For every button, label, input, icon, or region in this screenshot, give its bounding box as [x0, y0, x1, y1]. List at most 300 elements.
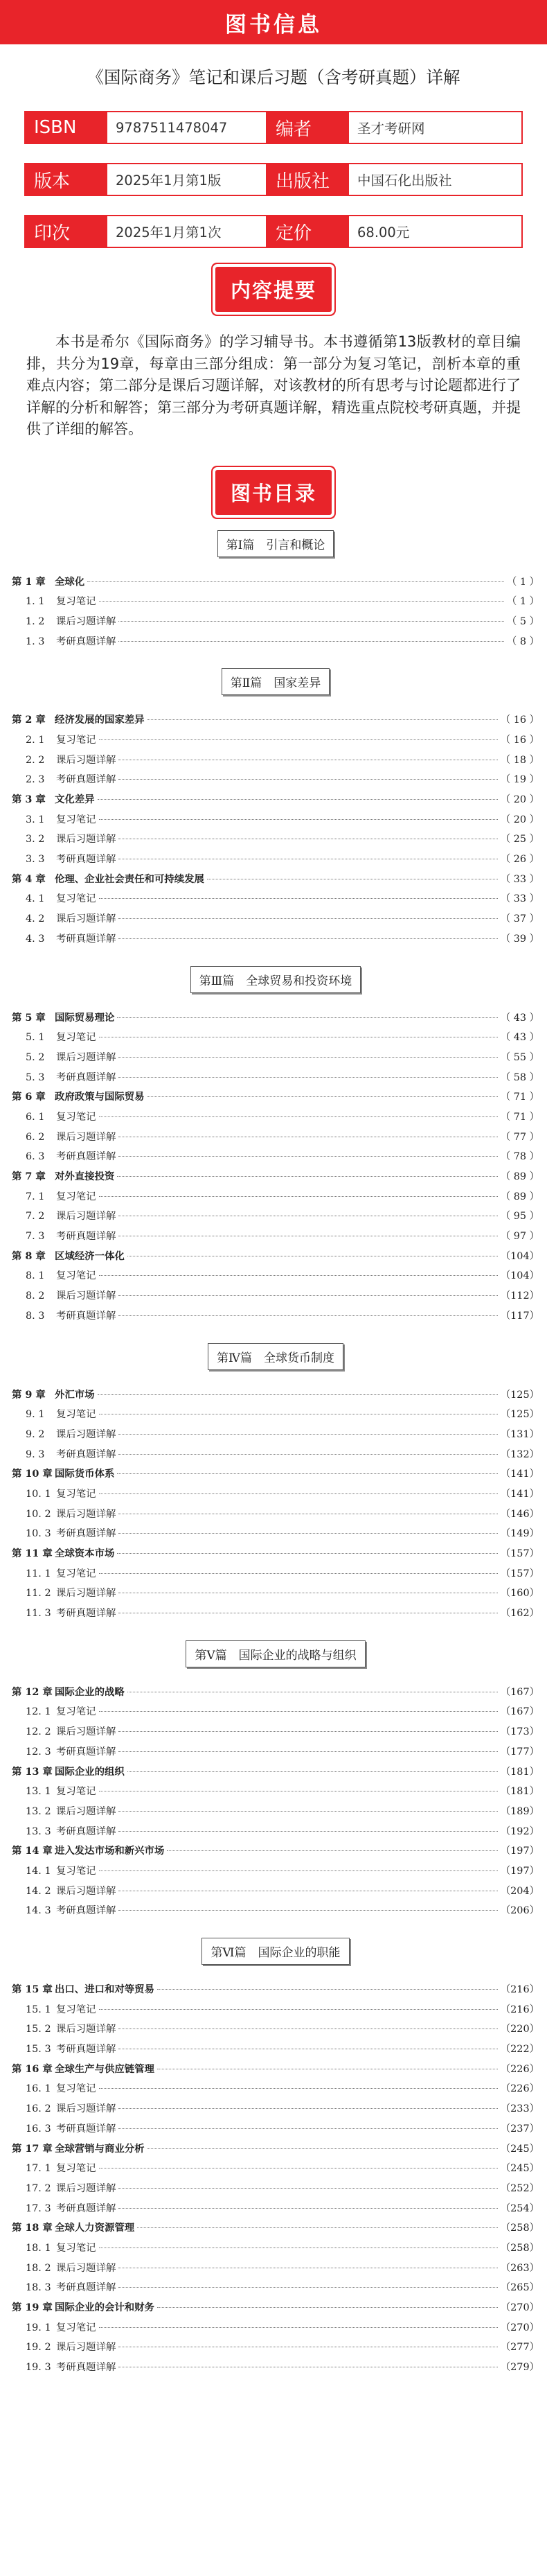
toc-section-entry[interactable]: [12, 2200, 539, 2220]
info-value: 2025年1月第1版: [107, 164, 267, 195]
toc-page: （270）: [500, 2322, 539, 2333]
toc-section-entry[interactable]: [12, 2320, 539, 2340]
toc-page: （216）: [500, 2004, 539, 2015]
toc-leader-dots: [99, 1711, 498, 1712]
toc-title: 文化差异: [55, 794, 95, 805]
info-row: [24, 163, 523, 196]
toc-section-entry[interactable]: [12, 2041, 539, 2061]
toc-leader-dots: [118, 1156, 497, 1157]
toc-title: 全球人力资源管理: [55, 2222, 135, 2234]
toc-section-entry[interactable]: [12, 891, 539, 911]
toc-page: （112）: [500, 1290, 539, 1302]
toc-leader-dots: [118, 918, 497, 919]
toc-number: 17. 2: [26, 2182, 51, 2194]
toc-section-entry[interactable]: [12, 1288, 539, 1308]
toc-leader-dots: [99, 898, 498, 899]
toc-heading: [0, 470, 547, 515]
toc-section-entry[interactable]: [12, 1049, 539, 1069]
toc-number: 1. 2: [26, 615, 45, 627]
toc-section-entry[interactable]: [12, 851, 539, 871]
toc-title: 考研真题详解: [56, 1746, 116, 1758]
toc-number: 第 18 章: [12, 2222, 53, 2234]
toc-chapter-entry[interactable]: [12, 574, 539, 594]
summary-heading-label: 内容提要: [215, 267, 332, 312]
toc-leader-dots: [118, 1731, 497, 1732]
toc-part-heading: [12, 1640, 539, 1667]
toc-page: （ 1 ）: [506, 596, 539, 608]
toc-number: 15. 3: [26, 2044, 51, 2056]
toc-section-entry[interactable]: [12, 2080, 539, 2101]
toc-number: 5. 1: [26, 1032, 45, 1044]
toc-title: 对外直接投资: [55, 1171, 115, 1182]
toc-title: 复习笔记: [56, 1032, 96, 1044]
toc-page: （192）: [500, 1825, 539, 1837]
info-value: 中国石化出版社: [357, 173, 452, 189]
toc-number: 19. 2: [26, 2342, 51, 2354]
toc-chapter-entry[interactable]: [12, 1089, 539, 1109]
toc-leader-dots: [118, 1533, 497, 1534]
toc-page: （265）: [500, 2282, 539, 2294]
toc-page: （197）: [500, 1846, 539, 1857]
toc-title: 复习笔记: [56, 2163, 96, 2175]
toc-section-entry[interactable]: [12, 1823, 539, 1843]
toc-leader-dots: [118, 2208, 497, 2209]
toc-title: 国际企业的会计和财务: [55, 2302, 154, 2313]
toc-number: 第 12 章: [12, 1685, 53, 1698]
toc-number: 17. 1: [26, 2163, 51, 2175]
toc-part-title: 第Ⅳ篇 全球货币制度: [208, 1343, 343, 1370]
info-label: ISBN: [26, 112, 107, 143]
toc-section-entry[interactable]: [12, 1605, 539, 1625]
toc-title: 考研真题详解: [56, 2044, 116, 2056]
toc-title: 全球生产与供应链管理: [55, 2062, 154, 2075]
toc-title: 考研真题详解: [56, 2282, 116, 2294]
toc-leader-dots: [118, 621, 504, 622]
toc-section-entry[interactable]: [12, 2160, 539, 2180]
toc-title: 外汇市场: [55, 1388, 95, 1401]
toc-section-entry[interactable]: [12, 1228, 539, 1248]
toc-title: 课后习题详解: [56, 754, 116, 766]
toc-title: 复习笔记: [56, 1488, 96, 1500]
toc-leader-dots: [99, 1573, 498, 1574]
toc-leader-dots: [157, 1989, 498, 1990]
toc-chapter-entry[interactable]: [12, 2141, 539, 2161]
toc-section-entry[interactable]: [12, 1566, 539, 1586]
toc-page: （ 39 ）: [500, 933, 539, 945]
toc-title: 考研真题详解: [56, 1151, 116, 1163]
toc-section-entry[interactable]: [12, 2339, 539, 2359]
toc-page: （254）: [500, 2202, 539, 2214]
toc-number: 6. 2: [26, 1131, 45, 1143]
toc-section-entry[interactable]: [12, 1585, 539, 1605]
toc-leader-dots: [118, 1454, 497, 1455]
toc-number: 第 6 章: [12, 1091, 46, 1103]
toc-number: 9. 3: [26, 1448, 45, 1460]
toc-number: 第 2 章: [12, 714, 46, 726]
toc-section-entry[interactable]: [12, 2021, 539, 2041]
toc-page: （216）: [500, 1984, 539, 1995]
toc-section-entry[interactable]: [12, 1129, 539, 1149]
toc-number: 19. 1: [26, 2322, 51, 2333]
toc-title: 课后习题详解: [56, 1508, 116, 1520]
toc-title: 区域经济一体化: [55, 1250, 125, 1262]
toc-title: 课后习题详解: [56, 913, 116, 925]
toc-number: 10. 3: [26, 1528, 51, 1540]
toc-section-entry[interactable]: [12, 1863, 539, 1883]
toc-page: （104）: [500, 1250, 539, 1262]
toc-page: （252）: [500, 2182, 539, 2194]
toc-leader-dots: [147, 719, 498, 720]
toc-number: 13. 2: [26, 1805, 51, 1817]
toc-number: 7. 1: [26, 1191, 45, 1202]
toc-title: 课后习题详解: [56, 1211, 116, 1223]
toc-section-entry[interactable]: [12, 2240, 539, 2260]
toc-page: （149）: [500, 1528, 539, 1540]
toc-number: 15. 1: [26, 2004, 51, 2015]
summary-text: 本书是希尔《国际商务》的学习辅导书。本书遵循第13版教材的章目编排，共分为19章，每章由三部分组成：第一部分为复习笔记，剖析本章的重难点内容；第二部分是课后习题详解，对该教材的所有思考与讨论题都进行了详解的分析和解答；第三部分为考研真题详解，精选重点院校考研真题，并提供了详细的解答。: [26, 333, 521, 437]
toc-leader-dots: [98, 799, 498, 800]
toc-leader-dots: [118, 1057, 497, 1058]
toc-chapter-entry[interactable]: [12, 1684, 539, 1704]
toc-number: 11. 3: [26, 1608, 51, 1620]
toc-page: （162）: [500, 1608, 539, 1620]
toc-page: （ 33 ）: [500, 873, 539, 885]
toc-part-heading: [12, 668, 539, 695]
toc-title: 国际货币体系: [55, 1468, 115, 1480]
toc-section-entry[interactable]: [12, 1446, 539, 1466]
toc-section-entry[interactable]: [12, 1268, 539, 1288]
toc-chapter-entry[interactable]: [12, 791, 539, 812]
toc-page: （ 16 ）: [500, 734, 539, 746]
toc-page: （ 20 ）: [500, 814, 539, 825]
toc-section-entry[interactable]: [12, 771, 539, 791]
toc-leader-dots: [127, 1771, 498, 1772]
toc-section-entry[interactable]: [12, 1703, 539, 1724]
toc-title: 国际贸易理论: [55, 1011, 115, 1024]
toc-leader-dots: [118, 1910, 497, 1911]
toc-title: 考研真题详解: [56, 1231, 116, 1243]
toc-section-entry[interactable]: [12, 1208, 539, 1228]
toc-chapter-entry[interactable]: [12, 2061, 539, 2081]
toc-title: 复习笔记: [56, 1568, 96, 1579]
toc-title: 复习笔记: [56, 1270, 96, 1282]
toc-page: （160）: [500, 1588, 539, 1600]
toc-part-heading: [12, 530, 539, 557]
toc-leader-dots: [118, 2188, 497, 2189]
toc-title: 考研真题详解: [56, 636, 116, 647]
toc-section-entry[interactable]: [12, 1109, 539, 1129]
toc-section-entry[interactable]: [12, 1189, 539, 1209]
toc-section-entry[interactable]: [12, 2001, 539, 2022]
toc-section-entry[interactable]: [12, 732, 539, 752]
toc-page: （237）: [500, 2123, 539, 2135]
toc-number: 12. 2: [26, 1726, 51, 1738]
toc-part-heading: [12, 1938, 539, 1965]
toc-leader-dots: [98, 1394, 498, 1395]
toc-section-entry[interactable]: [12, 2180, 539, 2200]
toc-part-title: 第Ⅲ篇 全球贸易和投资环境: [190, 966, 361, 993]
info-value: 68.00元: [357, 225, 410, 240]
toc-page: （ 25 ）: [500, 834, 539, 845]
toc-number: 15. 2: [26, 2024, 51, 2035]
info-label: 版本: [26, 164, 107, 195]
toc-number: 18. 3: [26, 2282, 51, 2294]
toc-chapter-entry[interactable]: [12, 1981, 539, 2001]
toc-chapter-entry[interactable]: [12, 1764, 539, 1784]
toc-title: 课后习题详解: [56, 1805, 116, 1817]
toc-leader-dots: [99, 739, 498, 740]
toc-number: 第 3 章: [12, 794, 46, 805]
toc-part-heading: [12, 966, 539, 993]
toc-leader-dots: [118, 1077, 497, 1078]
toc-number: 3. 3: [26, 854, 45, 866]
toc-title: 课后习题详解: [56, 1726, 116, 1738]
toc-page: （206）: [500, 1905, 539, 1917]
toc-title: 考研真题详解: [56, 1310, 116, 1322]
info-row: [24, 111, 523, 144]
info-row: [24, 215, 523, 248]
toc-number: 7. 2: [26, 1211, 45, 1223]
toc-part-title: 第Ⅱ篇 国家差异: [222, 668, 330, 695]
toc-leader-dots: [117, 1473, 497, 1474]
toc-title: 政府政策与国际贸易: [55, 1091, 145, 1103]
info-label: 定价: [267, 216, 349, 247]
toc-page: （ 20 ）: [500, 794, 539, 805]
toc-page: （177）: [500, 1746, 539, 1758]
toc-title: 考研真题详解: [56, 1528, 116, 1540]
toc-section-entry[interactable]: [12, 1426, 539, 1446]
toc-number: 19. 3: [26, 2362, 51, 2374]
toc-number: 18. 2: [26, 2262, 51, 2274]
toc-section-entry[interactable]: [12, 593, 539, 613]
toc-page: （189）: [500, 1805, 539, 1817]
toc-leader-dots: [157, 2307, 498, 2308]
toc-leader-dots: [117, 1017, 497, 1018]
toc-page: （173）: [500, 1726, 539, 1738]
toc-chapter-entry[interactable]: [12, 1843, 539, 1863]
toc-title: 考研真题详解: [56, 1071, 116, 1083]
toc-number: 第 16 章: [12, 2062, 53, 2075]
toc-title: 考研真题详解: [56, 2362, 116, 2374]
toc-page: （131）: [500, 1428, 539, 1440]
toc-number: 第 8 章: [12, 1250, 46, 1262]
toc-page: （226）: [500, 2063, 539, 2075]
toc-page: （ 71 ）: [500, 1092, 539, 1103]
toc-section-entry[interactable]: [12, 1486, 539, 1506]
toc-chapter-entry[interactable]: [12, 1466, 539, 1486]
toc-leader-dots: [117, 1553, 497, 1554]
toc-section-entry[interactable]: [12, 2101, 539, 2121]
toc-leader-dots: [99, 1196, 498, 1197]
toc-page: （ 71 ）: [500, 1111, 539, 1123]
toc-title: 课后习题详解: [56, 2024, 116, 2035]
toc-page: （157）: [500, 1548, 539, 1559]
toc-number: 4. 1: [26, 893, 45, 905]
toc-number: 13. 1: [26, 1786, 51, 1798]
toc-page: （204）: [500, 1885, 539, 1897]
toc-number: 9. 2: [26, 1428, 45, 1440]
toc-number: 6. 1: [26, 1111, 45, 1123]
toc-leader-dots: [118, 2108, 497, 2109]
toc-leader-dots: [118, 1811, 497, 1812]
toc-section-entry[interactable]: [12, 613, 539, 633]
toc-title: 课后习题详解: [56, 1588, 116, 1600]
toc-number: 5. 3: [26, 1071, 45, 1083]
toc-section-entry[interactable]: [12, 1029, 539, 1049]
toc-title: 全球营销与商业分析: [55, 2142, 145, 2155]
toc-title: 考研真题详解: [56, 1905, 116, 1917]
toc-title: 课后习题详解: [56, 1885, 116, 1897]
toc-section-entry[interactable]: [12, 2279, 539, 2299]
toc-page: （ 95 ）: [500, 1211, 539, 1223]
toc-title: 课后习题详解: [56, 2262, 116, 2274]
toc-section-entry[interactable]: [12, 2359, 539, 2379]
toc-title: 复习笔记: [56, 1111, 96, 1123]
toc-page: （ 97 ）: [500, 1231, 539, 1243]
toc-page: （226）: [500, 2083, 539, 2095]
toc-number: 4. 2: [26, 913, 45, 925]
toc-section-entry[interactable]: [12, 1783, 539, 1803]
toc-number: 第 5 章: [12, 1011, 46, 1024]
toc-title: 伦理、企业社会责任和可持续发展: [55, 873, 204, 885]
toc-section-entry[interactable]: [12, 812, 539, 832]
info-value: 2025年1月第1次: [107, 216, 267, 247]
toc-section-entry[interactable]: [12, 1308, 539, 1328]
toc-leader-dots: [99, 2088, 498, 2089]
toc-title: 复习笔记: [56, 1191, 96, 1202]
toc-section-entry[interactable]: [12, 1883, 539, 1903]
toc-page: （141）: [500, 1488, 539, 1500]
toc-title: 考研真题详解: [56, 1448, 116, 1460]
toc-section-entry[interactable]: [12, 1069, 539, 1089]
toc-chapter-entry[interactable]: [12, 1545, 539, 1566]
toc-number: 10. 1: [26, 1488, 51, 1500]
toc-title: 考研真题详解: [56, 1608, 116, 1620]
toc-title: 考研真题详解: [56, 2123, 116, 2135]
toc-part-title: 第Ⅴ篇 国际企业的战略与组织: [186, 1640, 365, 1667]
toc-leader-dots: [118, 1434, 497, 1435]
toc-number: 第 4 章: [12, 873, 46, 885]
toc-number: 16. 3: [26, 2123, 51, 2135]
toc-part-heading: [12, 1343, 539, 1370]
toc-page: （181）: [500, 1766, 539, 1778]
toc-section-entry[interactable]: [12, 1406, 539, 1426]
info-label: 印次: [26, 216, 107, 247]
toc-section-entry[interactable]: [12, 911, 539, 931]
toc-leader-dots: [118, 1315, 497, 1316]
toc-chapter-entry[interactable]: [12, 871, 539, 891]
toc-number: 第 19 章: [12, 2302, 53, 2313]
toc-page: （ 37 ）: [500, 913, 539, 925]
toc-chapter-entry[interactable]: [12, 1387, 539, 1407]
toc-section-entry[interactable]: [12, 752, 539, 772]
toc-page: （132）: [500, 1448, 539, 1460]
toc-section-entry[interactable]: [12, 1506, 539, 1526]
toc-page: （157）: [500, 1568, 539, 1579]
toc-chapter-entry[interactable]: [12, 2299, 539, 2320]
toc-chapter-entry[interactable]: [12, 1168, 539, 1189]
toc-page: （146）: [500, 1508, 539, 1520]
toc-title: 全球资本市场: [55, 1548, 115, 1559]
toc-number: 第 9 章: [12, 1388, 46, 1401]
toc-title: 课后习题详解: [56, 2342, 116, 2354]
toc-page: （ 18 ）: [500, 754, 539, 766]
toc-leader-dots: [99, 2009, 498, 2010]
toc-leader-dots: [99, 1275, 498, 1276]
toc-section-entry[interactable]: [12, 2121, 539, 2141]
toc-title: 出口、进口和对等贸易: [55, 1983, 154, 1995]
toc-number: 第 13 章: [12, 1765, 53, 1778]
toc-section-entry[interactable]: [12, 1525, 539, 1545]
toc-section-entry[interactable]: [12, 633, 539, 654]
toc-chapter-entry[interactable]: [12, 1248, 539, 1268]
toc-heading-label: 图书目录: [215, 470, 332, 515]
toc-number: 12. 3: [26, 1746, 51, 1758]
toc-section-entry[interactable]: [12, 1724, 539, 1744]
toc-chapter-entry[interactable]: [12, 1010, 539, 1030]
toc-leader-dots: [118, 938, 497, 939]
toc-page: （167）: [500, 1686, 539, 1698]
toc-title: 课后习题详解: [56, 1428, 116, 1440]
toc-page: （245）: [500, 2143, 539, 2155]
toc-leader-dots: [99, 1493, 498, 1494]
toc-page: （ 26 ）: [500, 854, 539, 866]
toc-number: 5. 2: [26, 1051, 45, 1063]
toc-chapter-entry[interactable]: [12, 712, 539, 732]
toc-number: 8. 2: [26, 1290, 45, 1302]
toc-leader-dots: [99, 819, 498, 820]
toc-leader-dots: [118, 1831, 497, 1832]
toc-title: 国际企业的组织: [55, 1765, 125, 1778]
toc-title: 课后习题详解: [56, 615, 116, 627]
toc-title: 经济发展的国家差异: [55, 714, 145, 726]
toc-section-entry[interactable]: [12, 1902, 539, 1922]
toc-section-entry[interactable]: [12, 2260, 539, 2280]
toc-leader-dots: [99, 601, 504, 602]
toc-title: 复习笔记: [56, 2242, 96, 2254]
toc-section-entry[interactable]: [12, 1148, 539, 1168]
toc-number: 第 14 章: [12, 1845, 53, 1857]
toc-title: 复习笔记: [56, 2322, 96, 2333]
toc-chapter-entry[interactable]: [12, 2220, 539, 2240]
toc-title: 课后习题详解: [56, 1131, 116, 1143]
toc-page: （279）: [500, 2362, 539, 2374]
toc-page: （270）: [500, 2302, 539, 2313]
toc-page: （104）: [500, 1270, 539, 1282]
toc-title: 复习笔记: [56, 893, 96, 905]
toc-title: 复习笔记: [56, 1706, 96, 1718]
info-label: 出版社: [267, 164, 349, 195]
toc-number: 10. 2: [26, 1508, 51, 1520]
toc-section-entry[interactable]: [12, 1803, 539, 1823]
toc-title: 国际企业的战略: [55, 1685, 125, 1698]
toc-title: 考研真题详解: [56, 933, 116, 945]
toc-page: （233）: [500, 2103, 539, 2115]
toc-section-entry[interactable]: [12, 931, 539, 951]
toc-page: （ 16 ）: [500, 715, 539, 726]
toc-page: （ 5 ）: [506, 615, 539, 627]
toc-title: 课后习题详解: [56, 834, 116, 845]
toc-leader-dots: [117, 1176, 497, 1177]
toc-section-entry[interactable]: [12, 1744, 539, 1764]
toc-page: （125）: [500, 1389, 539, 1401]
toc-section-entry[interactable]: [12, 831, 539, 851]
toc-title: 全球化: [55, 575, 85, 588]
toc-title: 课后习题详解: [56, 1051, 116, 1063]
toc-page: （ 33 ）: [500, 893, 539, 905]
toc-page: （222）: [500, 2044, 539, 2056]
toc-leader-dots: [99, 1116, 498, 1117]
